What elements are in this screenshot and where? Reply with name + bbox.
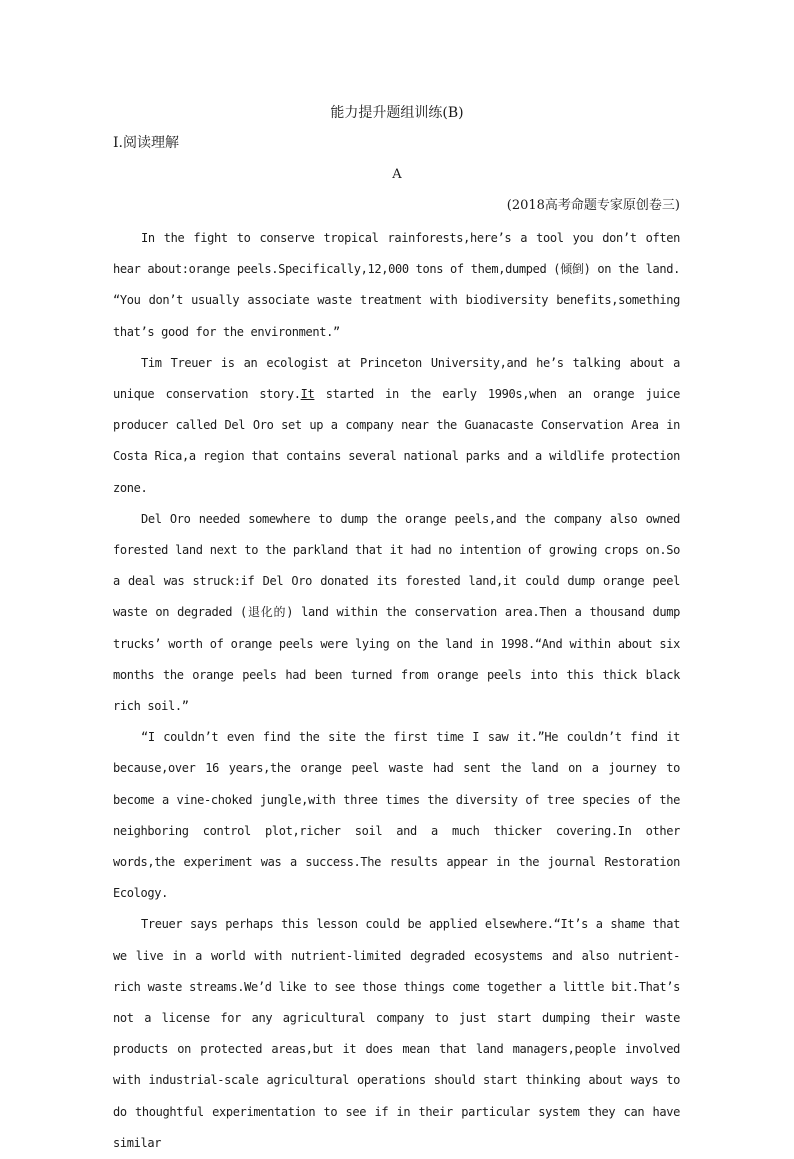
source-note: (2018高考命题专家原创卷三) xyxy=(506,198,680,213)
paragraph-2-rest: started in the early 1990s,when an orange juice producer called Del Oro set up a company near the Guanacaste Conservation Area in Costa Rica,a region that contains several national parks and a wildlife protection zone. xyxy=(113,387,681,495)
page-title: 能力提升题组训练(B) xyxy=(330,105,464,121)
underlined-word: It xyxy=(300,387,315,402)
paragraph-4: “I couldn’t even find the site the first time I saw it.”He couldn’t find it because,over 16 years,the orange peel waste had sent the land on a journey to become a vine-choked jungle,with three times the diversity of tree species of the neighboring control plot,richer soil and a much thicker covering.In other words,the experiment was a success.The results appear in the journal Restoration Ecology. xyxy=(113,730,680,901)
paragraph-3: Del Oro needed somewhere to dump the orange peels,and the company also owned forested land next to the parkland that it had no intention of growing crops on.So a deal was struck:if Del Oro donated its forested land,it could dump orange peel waste on degraded (退化的) land within the conservation area.Then a thousand dump trucks’ worth of orange peels were lying on the land in 1998.“And within about six months the orange peels had been turned from orange peels into this thick black rich soil.” xyxy=(113,511,680,714)
paragraph-2 xyxy=(113,348,680,504)
section-heading: Ⅰ.阅读理解 xyxy=(113,135,179,151)
paragraph-5: Treuer says perhaps this lesson could be applied elsewhere.“It’s a shame that we live in a world with nutrient-limited degraded ecosystems and also nutrient-rich waste streams.We’d like to see those things come together a little bit.That’s not a license for any agricultural company to just start dumping their waste products on protected areas,but it does mean that land managers,people involved with industrial-scale agricultural operations should start thinking about ways to do thoughtful experimentation to see if in their particular system they can have similar xyxy=(113,917,680,1150)
paragraph-1: In the fight to conserve tropical rainforests,here’s a tool you don’t often hear about:orange peels.Specifically,12,000 tons of them,dumped (倾倒) on the land. “You don’t usually associate waste treatment with biodiversity benefits,something that’s good for the environment.” xyxy=(113,231,680,339)
passage-letter: A xyxy=(392,167,402,182)
passage-body xyxy=(113,223,680,1159)
paragraph-2-start: Tim Treuer is an ecologist at Princeton University,and he’s talking about a unique conservation story. xyxy=(113,355,680,402)
